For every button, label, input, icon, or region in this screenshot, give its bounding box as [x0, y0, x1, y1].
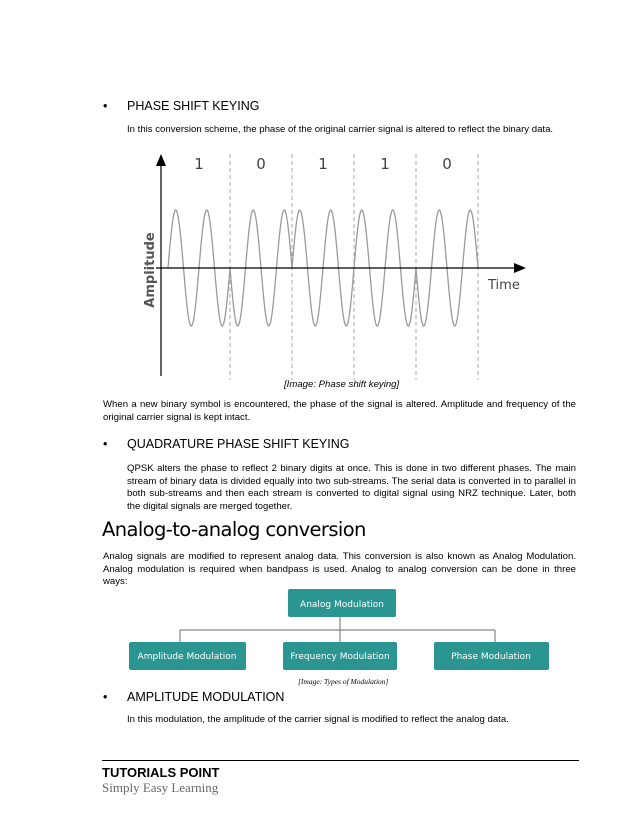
psk-figure-caption: [Image: Phase shift keying] [284, 379, 400, 390]
modulation-diagram [120, 586, 560, 674]
phase-modulation-box [434, 642, 549, 670]
frequency-modulation-box [283, 642, 397, 670]
psk-figure [140, 150, 540, 384]
x-axis-arrow-icon [514, 263, 526, 273]
y-axis-label: Amplitude [143, 232, 158, 308]
section-intro: Analog signals are modified to represent analog data. This conversion is also known as Analog Modulation. Analog modulation is required when bandpass is used. Analog to analog conversion can be done in three ways: [103, 551, 576, 588]
bit-labels [194, 155, 452, 173]
amplitude-modulation-box [129, 642, 246, 670]
phase-modulation-label: Phase Modulation [451, 652, 531, 662]
qpsk-heading: QUADRATURE PHASE SHIFT KEYING [127, 437, 350, 451]
bullet-icon: • [103, 437, 108, 451]
psk-heading: PHASE SHIFT KEYING [127, 99, 260, 113]
footer-rule [102, 760, 579, 761]
bullet-icon: • [103, 690, 108, 704]
modulation-root-box [288, 589, 396, 617]
bit-label: 0 [442, 155, 452, 173]
amplitude-modulation-label: Amplitude Modulation [137, 652, 237, 662]
frequency-modulation-label: Frequency Modulation [290, 652, 390, 662]
y-axis-arrow-icon [156, 154, 166, 166]
am-heading: AMPLITUDE MODULATION [127, 690, 285, 704]
qpsk-description: QPSK alters the phase to reflect 2 binary digits at once. This is done in two different phases. The main stream of binary data is divided equally into two sub-streams. The serial data is converted in to parallel in both sub-streams and then each stream is converted to digital signal using NRZ technique. Later, both the digital signals are merged together. [127, 463, 576, 512]
footer-subtitle: Simply Easy Learning [102, 780, 219, 795]
am-description: In this modulation, the amplitude of the carrier signal is modified to reflect the analog data. [127, 714, 509, 725]
footer-title: TUTORIALS POINT [102, 765, 220, 780]
x-axis-label: Time [488, 278, 520, 293]
bit-label: 1 [380, 155, 390, 173]
modulation-root-label: Analog Modulation [300, 600, 384, 610]
section-title: Analog-to-analog conversion [102, 518, 366, 541]
bit-label: 1 [194, 155, 204, 173]
bit-label: 0 [256, 155, 266, 173]
bit-label: 1 [318, 155, 328, 173]
bullet-icon: • [103, 99, 108, 113]
psk-description: In this conversion scheme, the phase of the original carrier signal is altered to reflect the binary data. [127, 124, 554, 135]
psk-followup-text: When a new binary symbol is encountered, the phase of the signal is altered. Amplitude and frequency of the original carrier signal is kept intact. [103, 399, 576, 423]
modulation-diagram-caption: [Image: Types of Modulation] [298, 677, 389, 686]
